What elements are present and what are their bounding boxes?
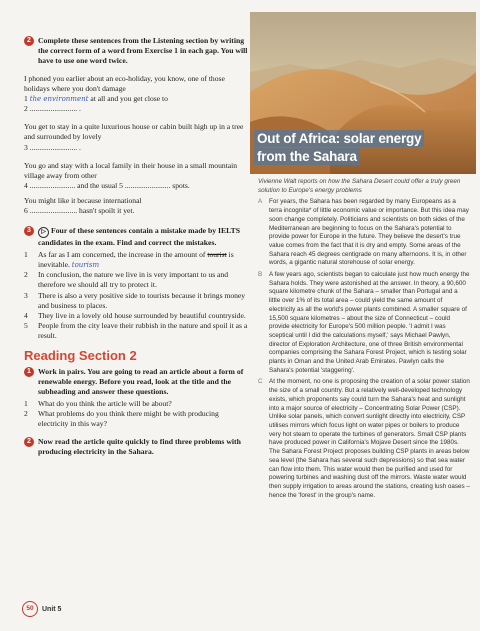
list-item: 5 People from the city leave their rubbish in the nature and spoil it as a result.	[24, 320, 248, 340]
handwritten-answer: the environment	[29, 95, 89, 104]
unit-label: Unit 5	[42, 605, 62, 613]
gap-2: 2 ......................... .	[24, 104, 81, 114]
gap-4-5: 4 ........................ and the usual 5 ........................ spots.	[24, 180, 190, 190]
list-item: 3 There is also a very positive side to tourists because it brings money and business to places.	[24, 290, 246, 310]
sentence-2: You get to stay in a quite luxurious house or cabin built high up in a tree and surrounded by lovely 3 ......................... .	[24, 122, 244, 152]
page-footer	[22, 601, 61, 617]
exercise-2-instruction: 2 Complete these sentences from the Listening section by writing the correct form of a word from Exercise 1 in each gap. You will have to use one word twice.	[24, 36, 250, 66]
article-title: Out of Africa: solar energy from the Sahara	[254, 130, 424, 166]
reading-section-heading: Reading Section 2	[24, 347, 137, 363]
list-item: 4 They live in a lovely old house surrounded by beautiful countryside.	[24, 310, 246, 320]
reading-exercise-1-instruction: 1 Work in pairs. You are going to read an article about a form of renewable energy. Before you read, look at the title and the subheading and answer these questions.	[24, 367, 250, 397]
exercise-number-badge: 3	[24, 226, 34, 236]
page-number: 50	[22, 601, 38, 617]
exercise-3-instruction: 3 ▷ Four of these sentences contain a mistake made by IELTS candidates in the exam. Find and correct the mistakes.	[24, 226, 250, 248]
article-body	[258, 178, 470, 503]
struck-word: tourist	[207, 250, 227, 260]
sentence-4: You might like it because international 6 ......................... hasn't spoilt it yet.	[24, 195, 142, 216]
list-item: 1 As far as I am concerned, the increase in the amount of tourist is inevitable. tourism	[24, 250, 234, 270]
exercise-number-badge: 2	[24, 36, 34, 46]
article-section-b: B A few years ago, scientists began to calculate just how much energy the Sahara holds. They were astonished at the answer. In theory, a 90,600 square kilometre chunk of the Sahara – smaller than Portugal and a little over 1% of its total area – could yield the same amount of electricity as all the world's power plants combined. A smaller square of 15,500 square kilometres – about the size of Connecticut – could provide electricity for Europe's 500 million people. 'I admit I was sceptical until I did the calculations myself,' says Michael Pawlyn, director of Exploration Architecture, one of three British environmental companies comprising the Sahara Forest Project, which is testing solar plants in Oman and the United Arab Emirates. Pawlyn calls the Sahara's potential 'staggering'.	[258, 271, 470, 374]
handwritten-correction: tourism	[71, 261, 100, 270]
reading-exercise-2-instruction: 2 Now read the article quite quickly to find three problems with producing electricity in the Sahara.	[24, 437, 250, 457]
gap-3: 3 ......................... .	[24, 142, 81, 152]
exercise-3-list	[24, 250, 250, 341]
sentence-1: I phoned you earlier about an eco-holiday, you know, one of those holidays where you don't damage 1 the environment at all and you get close to 2 ......................... .	[24, 74, 225, 114]
reading-exercise-1-list	[24, 399, 250, 429]
left-column	[24, 36, 250, 457]
article-subheading: Vivienne Walt reports on how the Sahara Desert could offer a truly green solution to Europe's energy problems	[258, 178, 461, 194]
exercise-number-badge: 2	[24, 437, 34, 447]
list-item: 2 In conclusion, the nature we live in is very important to us and therefore we should all try to protect it.	[24, 270, 229, 290]
sentence-3: You go and stay with a local family in their house in a small mountain village away from other 4 ........................ and the usual 5 ........................ spots.	[24, 160, 238, 190]
article-section-a: A For years, the Sahara has been regarded by many Europeans as a terra incognita* of little economic value or importance. But this idea may soon change completely. Politicians and scientists on both sides of the Mediterranean are beginning to focus on the Sahara's potential to provide power for Europe in the future. They believe the desert's true value comes from the fact that it is dry and empty. Some areas of the Sahara reach 45 degrees centigrade on many afternoons. It is, in other words, a gigantic natural storehouse of solar energy.	[258, 198, 469, 267]
exercise-number-badge: 1	[24, 367, 34, 377]
article-section-c: C At the moment, no one is proposing the creation of a solar power station the size of a small country. But a relatively well-developed technology exists, which proponents say could turn the Sahara's heat and sunlight into a major source of electricity – Concentrating Solar Power (CSP). Unlike solar panels, which convert sunlight directly into electricity, CSP utilises mirrors which focus light on water pipes or boilers to produce very hot steam to operate the turbines of generators. Small CSP plants have produced power in California's Mojave Desert since the 1980s. The Sahara Forest Project proposes building CSP plants in areas below sea level (the Sahara has several such depressions) so that sea water can flow into them. This water would then be purified and used for powering turbines and washing dust off the mirrors. Waste water would then supply irrigation to areas around the stations, creating lush oases – hence the 'forest' in the group's name.	[258, 378, 470, 499]
speaker-icon: ▷	[38, 227, 49, 238]
list-item: 1 What do you think the article will be about?	[24, 399, 172, 409]
gap-6: 6 ......................... hasn't spoilt it yet.	[24, 206, 135, 216]
list-item: 2 What problems do you think there might be with producing electricity in this way?	[24, 409, 219, 429]
